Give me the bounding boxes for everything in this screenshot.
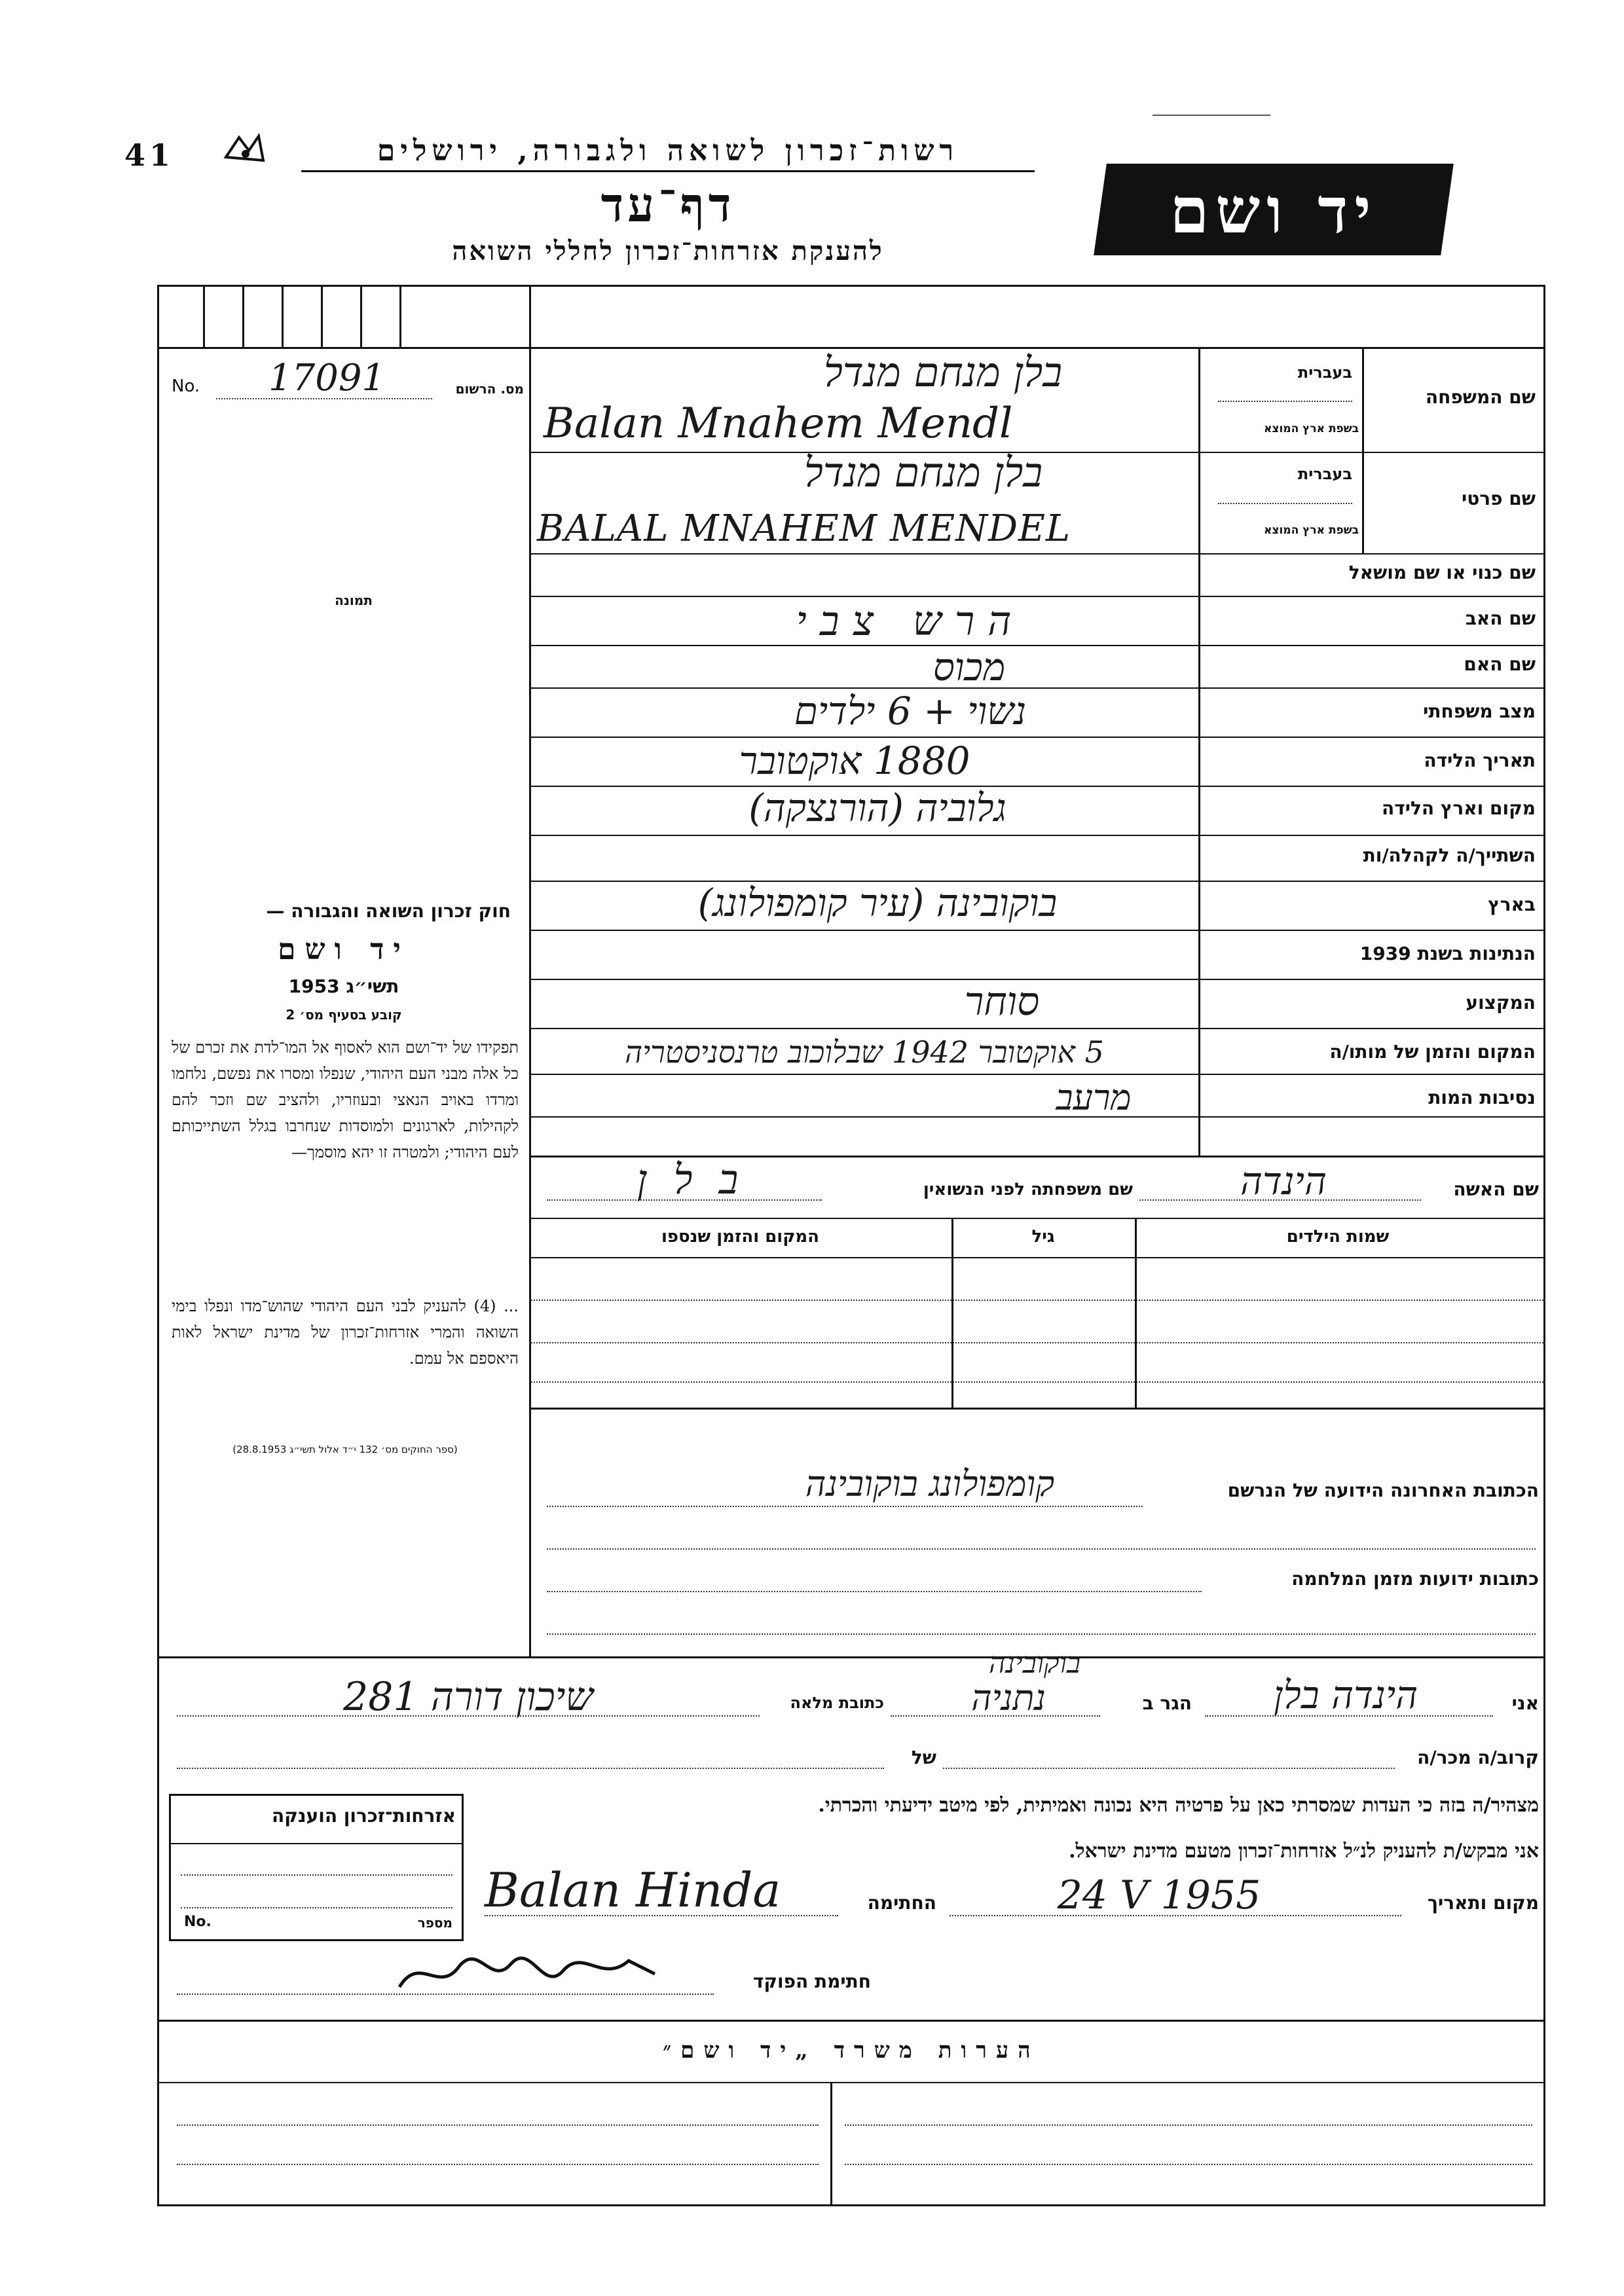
birth-date-value: 1880 אוקטובר: [739, 738, 970, 783]
relative-label: קרוב/ה מכר/ה: [1417, 1747, 1539, 1768]
resides-label: הגר ב: [1142, 1692, 1192, 1714]
citizenship-box: [169, 1794, 464, 1941]
surname-hebrew-label: בעברית: [1297, 363, 1352, 382]
wife-value: הינדה: [1240, 1159, 1327, 1203]
wife-maiden-label: שם משפחתה לפני הנשואין: [923, 1180, 1133, 1199]
law-name: יד ושם: [278, 933, 410, 966]
surname-foreign-label: בשפת ארץ המוצא: [1263, 422, 1359, 435]
law-clause: קובע בסעיף מס׳ 2: [286, 1007, 402, 1023]
declaration-request: אני מבקש/ת להעניק לנ״ל אזרחות־זכרון מטעם מדינת ישראל.: [1069, 1840, 1539, 1863]
photo-label: תמונה: [335, 592, 373, 608]
authority-title: רשות־זכרון לשואה ולגבורה, ירושלים: [301, 134, 1035, 172]
mother-label: שם האם: [1464, 653, 1536, 675]
page-number: 41: [124, 137, 175, 173]
birth-place-label: מקום וארץ הלידה: [1382, 797, 1536, 819]
place-date-value: 24 V 1955: [1057, 1872, 1261, 1918]
surname-hebrew-value: בלן מנחם מנדל: [823, 348, 1063, 396]
surname-label: שם המשפחה: [1425, 386, 1536, 408]
first-name-foreign-value: BALAL MNAHEM MENDEL: [537, 507, 1071, 550]
signature-label: החתימה: [867, 1892, 936, 1914]
last-address-value: קומפולונג בוקובינה: [805, 1463, 1055, 1504]
law-text-1: תפקידו של יד־ושם הוא לאסוף אל המו־לדת את זכרם של כל אלה מבני העם היהודי, שנפלו ומסרו את נפשם, נלחמו ומרדו באויב הנאצי ובעוזריו, ולהציב שם וזכר להם לקהילות, לארגונים ולמוסדות שנחרבו בגלל השתייכותם לעם היהודי; ולמטרה זו יהא מוסמך—: [172, 1038, 519, 1161]
mother-value: מכוס: [932, 645, 1006, 689]
law-source: (ספר החוקים מס׳ 132 י״ד אלול תשי״ג 28.8.1953): [232, 1444, 458, 1455]
last-address-label: הכתובת האחרונה הידועה של הנרשם: [1227, 1480, 1539, 1501]
resides-over-value: בוקובינה: [988, 1647, 1081, 1680]
wife-label: שם האשה: [1453, 1178, 1539, 1200]
registration-label: מס. הרשום: [455, 381, 524, 397]
law-text-2: ... (4) להעניק לבני העם היהודי שהוש־מדו ונפלו בימי השואה והמרי אזרחות־זכרון של מדינת ישראל לאות היאספם אל עמם.: [172, 1297, 519, 1368]
war-address-label: כתובות ידועות מזמן המלחמה: [1291, 1568, 1539, 1590]
citizenship-box-title: אזרחות־זכרון הוענקה: [272, 1805, 456, 1827]
first-name-hebrew-label: בעברית: [1297, 465, 1352, 483]
citizenship-label: הנתינות בשנת 1939: [1359, 943, 1536, 964]
officer-signature-scribble: [393, 1948, 668, 2000]
law-year: תשי״ג 1953: [288, 975, 399, 997]
first-name-hebrew-value: בלן מנחם מנדל: [803, 448, 1043, 496]
signature-value: Balan Hinda: [485, 1863, 781, 1918]
first-name-foreign-label: בשפת ארץ המוצא: [1263, 524, 1359, 537]
children-col-names: שמות הילדים: [1286, 1227, 1390, 1247]
nickname-label: שם כנוי או שם מושאל: [1348, 562, 1536, 583]
wife-maiden-value: בלן: [637, 1156, 765, 1203]
relative-of-label: של: [911, 1747, 936, 1768]
death-cause-label: נסיבות המות: [1428, 1087, 1536, 1108]
registration-digit-boxes: [157, 285, 529, 347]
death-cause-value: מרעב: [1056, 1077, 1132, 1118]
children-col-age: גיל: [1031, 1227, 1055, 1247]
citizenship-number-label: מספר: [417, 1915, 452, 1931]
community-label: השתייך/ה לקהלה/ות: [1363, 845, 1536, 866]
seal-icon: [223, 131, 268, 170]
law-title: חוק זכרון השואה והגבורה —: [266, 900, 511, 922]
full-address-label: כתובת מלאה: [790, 1694, 884, 1712]
occupation-value: סוחר: [964, 979, 1040, 1025]
country-value: בוקובינה (עיר קומפולונג): [697, 881, 1058, 925]
country-label: בארץ: [1488, 894, 1536, 915]
occupation-label: המקצוע: [1466, 992, 1536, 1013]
place-date-label: מקום ותאריך: [1427, 1892, 1539, 1914]
children-col-place-time: המקום והזמן שנספו: [661, 1227, 820, 1247]
form-subtitle: להענקת אזרחות־זכרון לחללי השואה: [452, 236, 884, 266]
birth-date-label: תאריך הלידה: [1424, 750, 1536, 771]
officer-signature-label: חתימת הפוקד: [752, 1971, 871, 1992]
full-address-value: שיכון דורה 281: [343, 1674, 593, 1720]
children-table: [529, 1218, 1545, 1408]
death-place-label: המקום והזמן של מותו/ה: [1329, 1041, 1536, 1063]
surname-foreign-value: Balan Mnahem Mendl: [544, 399, 1013, 448]
registration-number: 17091: [268, 357, 386, 399]
registration-no-label: No.: [172, 376, 200, 396]
office-notes-divider: [830, 2082, 832, 2206]
death-place-value: 5 אוקטובר 1942 שבלוכוב טרנסניסטריה: [625, 1034, 1104, 1070]
first-name-label: שם פרטי: [1461, 488, 1536, 509]
header-rule: [1153, 115, 1270, 116]
form-title: דף־עד: [600, 177, 735, 232]
declaration-statement: מצהיר/ה בזה כי העדות שמסרתי כאן על פרטיה היא נכונה ואמיתית, לפי מיטב ידיעתי והכרתי.: [818, 1794, 1539, 1817]
father-label: שם האב: [1465, 608, 1536, 629]
logo-text: יד ושם: [1170, 173, 1378, 247]
father-value: הרש צבי: [796, 597, 1025, 645]
birth-place-value: גלוביה (הורנצקה): [748, 786, 1006, 830]
resides-value: נתניה: [971, 1677, 1046, 1719]
office-notes-title: הערות משרד „יד ושם״: [663, 2037, 1040, 2064]
declarant-value: הינדה בלן: [1273, 1673, 1418, 1717]
marital-value: נשוי + 6 ילדים: [794, 689, 1027, 733]
declarant-label: אני: [1511, 1692, 1539, 1714]
citizenship-no-label: No.: [184, 1914, 212, 1930]
marital-label: מצב משפחתי: [1423, 701, 1536, 722]
